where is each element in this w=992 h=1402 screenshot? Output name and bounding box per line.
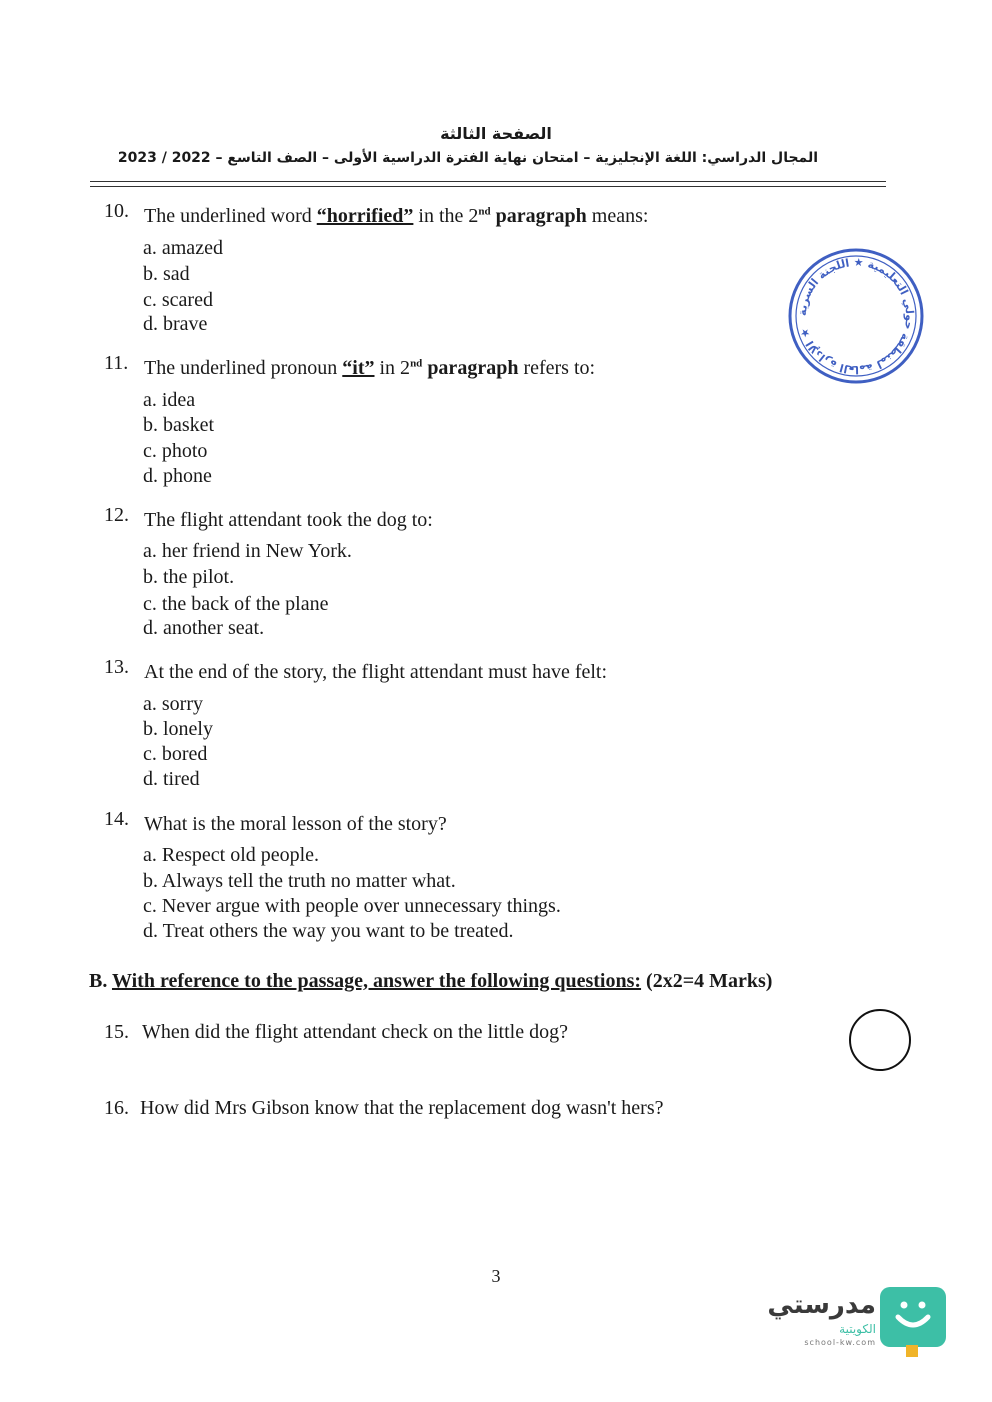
question-number: 12. xyxy=(104,504,129,526)
question-14 xyxy=(0,810,992,840)
smile-icon xyxy=(880,1287,946,1357)
option: d. phone xyxy=(143,465,212,487)
logo-name: مدرستي xyxy=(767,1290,876,1320)
stamp-text: الإدارة العامة لمنطقة حولي التعليمية ★ اللجنة السرية ★ xyxy=(795,255,917,377)
option: b. sad xyxy=(143,263,190,285)
question-13 xyxy=(0,658,992,688)
option: b. basket xyxy=(143,414,215,436)
question-text: How did Mrs Gibson know that the replacement dog wasn't hers? xyxy=(140,1097,664,1119)
option: c. photo xyxy=(143,440,208,462)
option: d. Treat others the way you want to be treated. xyxy=(143,920,514,942)
question-16 xyxy=(104,1097,664,1120)
question-number: 15. xyxy=(104,1021,129,1043)
question-text: The underlined pronoun “it” in 2nd paragraph refers to: xyxy=(144,357,596,379)
logo-icon xyxy=(880,1287,946,1347)
exam-subtitle: المجال الدراسي: اللغة الإنجليزية – امتحان نهاية الفترة الدراسية الأولى – الصف التاسع – 2022 / 2023 xyxy=(117,150,818,166)
page-number: 3 xyxy=(491,1266,501,1286)
page-title-arabic: الصفحة الثالثة xyxy=(440,124,552,143)
option: b. the pilot. xyxy=(143,566,235,588)
question-10 xyxy=(0,202,992,232)
option: b. lonely xyxy=(143,718,213,740)
question-text: When did the flight attendant check on the little dog? xyxy=(142,1021,568,1043)
question-text: The underlined word “horrified” in the 2nd paragraph means: xyxy=(144,205,649,227)
option: c. scared xyxy=(143,289,213,311)
option: a. her friend in New York. xyxy=(143,540,352,562)
option: d. tired xyxy=(143,768,200,790)
option: a. idea xyxy=(143,389,196,411)
question-12 xyxy=(0,506,992,536)
question-text: The flight attendant took the dog to: xyxy=(144,509,433,531)
option: c. the back of the plane xyxy=(143,593,329,615)
question-text: What is the moral lesson of the story? xyxy=(144,813,447,835)
option: d. another seat. xyxy=(143,617,265,639)
option: a. sorry xyxy=(143,693,203,715)
option: d. brave xyxy=(143,313,208,335)
option: c. Never argue with people over unnecessary things. xyxy=(143,895,561,917)
question-number: 13. xyxy=(104,656,129,678)
option: b. Always tell the truth no matter what. xyxy=(143,870,456,892)
header-divider-2 xyxy=(90,186,886,187)
question-number: 10. xyxy=(104,200,129,222)
logo-url: school-kw.com xyxy=(804,1338,876,1347)
question-number: 14. xyxy=(104,808,129,830)
question-text: At the end of the story, the flight attendant must have felt: xyxy=(144,661,608,683)
question-number: 11. xyxy=(104,352,129,374)
question-15 xyxy=(104,1021,568,1044)
question-number: 16. xyxy=(104,1097,129,1119)
option: a. Respect old people. xyxy=(143,844,320,866)
option: c. bored xyxy=(143,743,208,765)
logo-subtitle: الكويتية xyxy=(839,1322,876,1336)
question-11 xyxy=(0,354,992,384)
score-circle xyxy=(849,1009,911,1071)
option: a. amazed xyxy=(143,237,223,259)
header-divider xyxy=(90,181,886,182)
section-b-heading: B. With reference to the passage, answer the following questions: (2x2=4 Marks) xyxy=(89,970,773,992)
